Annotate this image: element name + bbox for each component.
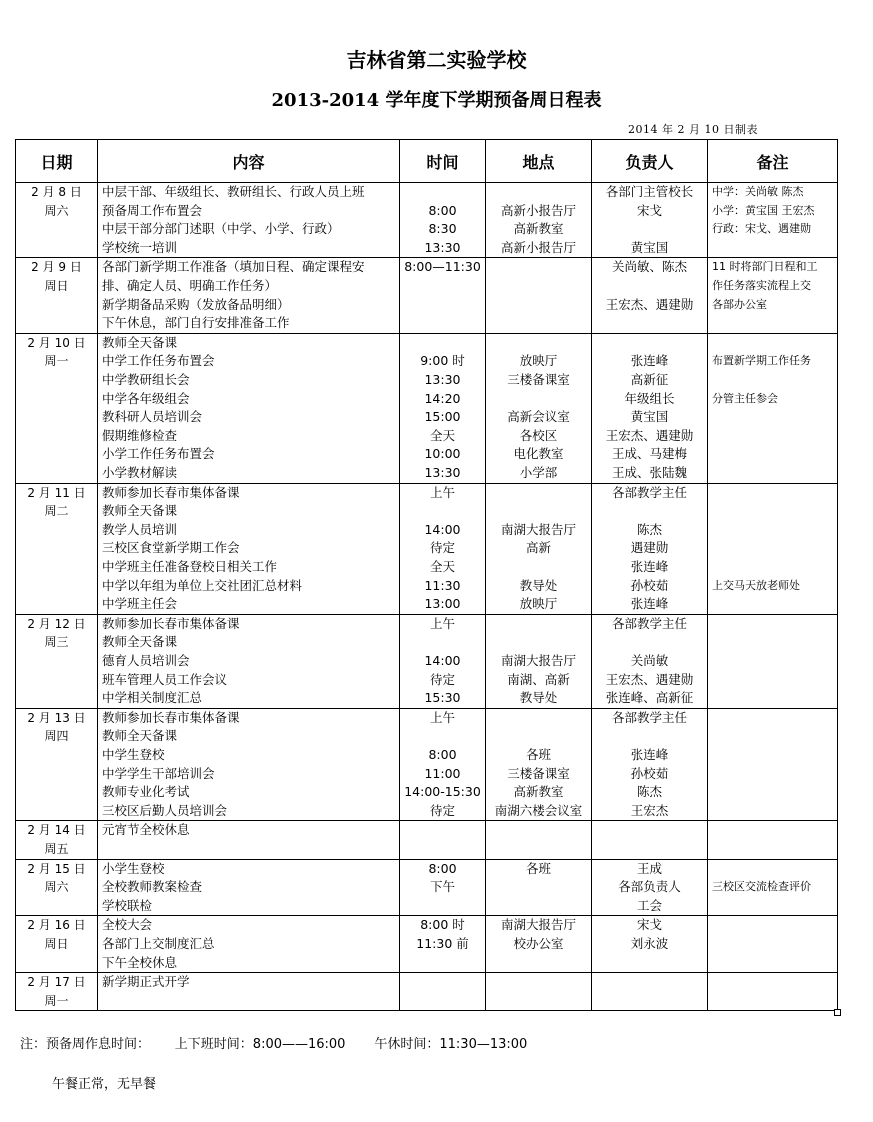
table-row: [16, 859, 838, 916]
content-line: 中层干部分部门述职（中学、小学、行政）: [102, 221, 340, 237]
place-line: 电化教室: [513, 446, 564, 462]
owner-line: 宋戈: [636, 917, 662, 933]
place-cell: [486, 859, 592, 916]
owner-line: 各部教学主任: [611, 709, 687, 725]
content-line: 中学相关制度汇总: [102, 690, 203, 706]
owner-line: 张连峰: [630, 353, 669, 369]
content-cell: [98, 859, 400, 916]
note-line: 行政：宋戈、遇建勋: [712, 222, 811, 236]
date-line: 周一: [44, 354, 69, 369]
date-line: 2 月 17 日: [27, 975, 86, 990]
table-row: [16, 333, 838, 483]
owner-line: 各部门主管校长: [605, 184, 694, 199]
note-line: [712, 521, 837, 540]
content-line: 新学期备品采购（发放备品明细）: [102, 296, 290, 312]
content-line: 中学教研组长会: [102, 371, 190, 387]
document-subtitle: 2013-2014 学年度下学期预备周日程表: [271, 90, 602, 111]
owner-line: 高新征: [630, 371, 669, 387]
date-cell: [16, 333, 98, 483]
place-cell: [486, 614, 592, 708]
content-cell: [98, 708, 400, 821]
content-line: 教师参加长春市集体备课: [102, 615, 240, 631]
place-line: 高新小报告厅: [500, 239, 576, 255]
schedule-table: [15, 139, 838, 1011]
time-cell: [400, 333, 486, 483]
content-cell: [98, 916, 400, 973]
place-cell: [486, 483, 592, 614]
date-cell: [16, 183, 98, 258]
date-line: 周日: [44, 278, 69, 293]
date-cell: [16, 483, 98, 614]
date-line: 2 月 13 日: [27, 710, 86, 725]
place-line: 教导处: [519, 577, 558, 593]
note-line: 作任务落实流程上交: [712, 278, 811, 292]
owner-line: 各部负责人: [618, 879, 681, 895]
place-line: 放映厅: [519, 596, 558, 612]
note-cell: [708, 821, 838, 859]
time-line: 待定: [429, 802, 455, 818]
table-row: [16, 973, 838, 1011]
owner-cell: [592, 821, 708, 859]
owner-line: 张连峰: [630, 558, 669, 574]
owner-line: 王成: [636, 860, 662, 876]
place-cell: [486, 973, 592, 1011]
place-line: 南湖大报告厅: [500, 917, 576, 933]
date-line: 2 月 12 日: [27, 616, 86, 631]
date-line: 2 月 8 日: [31, 185, 82, 199]
date-cell: [16, 614, 98, 708]
content-line: 教师参加长春市集体备课: [102, 484, 240, 500]
owner-line: [592, 334, 707, 353]
owner-cell: [592, 859, 708, 916]
time-line: 上午: [429, 709, 455, 725]
note-cell: [708, 973, 838, 1011]
time-cell: [400, 183, 486, 258]
place-line: [486, 502, 591, 521]
table-row: [16, 258, 838, 333]
time-line: 15:30: [424, 690, 461, 706]
note-cell: [708, 483, 838, 614]
owner-line: 王成、张陆魏: [611, 464, 687, 480]
place-cell: [486, 258, 592, 333]
content-line: 班车管理人员工作会议: [102, 671, 228, 687]
owner-line: [592, 727, 707, 746]
note-line: [712, 558, 837, 577]
place-cell: [486, 708, 592, 821]
owner-line: 黄宝国: [630, 409, 669, 425]
place-line: [486, 390, 591, 409]
content-line: 中学学生干部培训会: [102, 765, 215, 781]
owner-line: 陈杰: [636, 521, 662, 537]
table-row: [16, 821, 838, 859]
time-cell: [400, 973, 486, 1011]
place-line: [486, 727, 591, 746]
owner-cell: [592, 333, 708, 483]
date-line: 周五: [44, 841, 69, 856]
time-cell: [400, 614, 486, 708]
place-line: 高新小报告厅: [500, 202, 576, 218]
content-line: 中学生登校: [102, 746, 165, 762]
footer-note-hours: 注：预备周作息时间： 上下班时间：8:00——16:00 午休时间：11:30—13:00: [20, 1037, 528, 1052]
table-row: [16, 708, 838, 821]
content-line: 三校区食堂新学期工作会: [102, 540, 240, 556]
place-line: 校办公室: [513, 935, 564, 951]
note-line: 三校区交流检查评价: [712, 880, 811, 894]
note-line: [712, 502, 837, 521]
note-cell: [708, 916, 838, 973]
table-row: [16, 614, 838, 708]
content-line: 各部门上交制度汇总: [102, 935, 215, 951]
content-line: 中学班主任准备登校日相关工作: [102, 558, 278, 574]
note-cell: [708, 333, 838, 483]
date-line: 2 月 10 日: [27, 335, 86, 350]
date-line: 周四: [44, 729, 69, 744]
note-line: 各部办公室: [712, 297, 767, 311]
owner-line: 王宏杰: [630, 802, 669, 818]
place-line: [486, 615, 591, 634]
content-line: 教师全天备课: [102, 334, 178, 350]
content-line: 教师全天备课: [102, 728, 178, 744]
time-line: 全天: [429, 558, 455, 574]
time-line: 下午: [429, 879, 455, 895]
content-line: 三校区后勤人员培训会: [102, 802, 228, 818]
note-line: [712, 334, 837, 353]
note-line: 分管主任参会: [712, 391, 778, 405]
prepared-date: 2014 年 2 月 10 日制表: [628, 123, 758, 136]
content-line: 教师专业化考试: [102, 784, 190, 800]
time-line: [400, 502, 485, 521]
content-cell: [98, 183, 400, 258]
content-line: 中层干部、年级组长、教研组长、行政人员上班: [102, 184, 365, 199]
time-cell: [400, 916, 486, 973]
time-line: 13:30: [424, 464, 461, 480]
owner-line: 刘永波: [630, 935, 669, 951]
time-line: [400, 633, 485, 652]
place-line: 各班: [525, 746, 551, 762]
owner-line: 陈杰: [636, 784, 662, 800]
time-cell: [400, 708, 486, 821]
content-line: 教学人员培训: [102, 521, 178, 537]
content-line: 新学期正式开学: [102, 974, 190, 990]
content-line: 教师全天备课: [102, 503, 178, 519]
place-line: 南湖大报告厅: [500, 652, 576, 668]
owner-line: 孙校茹: [630, 577, 669, 593]
note-cell: [708, 708, 838, 821]
owner-line: 王宏杰、遇建勋: [605, 296, 694, 312]
content-line: 假期维修检查: [102, 427, 178, 443]
time-line: 8:30: [428, 221, 457, 237]
content-line: 中学以年组为单位上交社团汇总材料: [102, 577, 303, 593]
content-line: 德育人员培训会: [102, 652, 190, 668]
time-cell: [400, 821, 486, 859]
place-line: 南湖大报告厅: [500, 521, 576, 537]
time-line: 11:30 前: [416, 935, 469, 951]
place-line: 三楼备课室: [507, 371, 570, 387]
time-line: 8:00: [428, 202, 457, 218]
note-line: 中学：关尚敏 陈杰: [712, 185, 804, 198]
header-row: [16, 140, 838, 183]
time-cell: [400, 483, 486, 614]
owner-line: 王宏杰、遇建勋: [605, 427, 694, 443]
time-line: 8:00: [428, 746, 457, 762]
time-line: 14:20: [424, 390, 461, 406]
date-line: 2 月 15 日: [27, 861, 86, 876]
place-line: [486, 334, 591, 353]
owner-line: 张连峰、高新征: [605, 690, 694, 706]
time-cell: [400, 258, 486, 333]
time-line: 8:00 时: [420, 917, 465, 933]
place-line: 高新: [525, 540, 551, 556]
time-line: 13:30: [424, 239, 461, 255]
owner-line: 关尚敏、陈杰: [611, 259, 687, 275]
content-cell: [98, 821, 400, 859]
note-cell: [708, 614, 838, 708]
note-cell: [708, 859, 838, 916]
owner-cell: [592, 973, 708, 1011]
time-line: 上午: [429, 615, 455, 631]
time-line: [400, 334, 485, 353]
content-line: 小学工作任务布置会: [102, 446, 215, 462]
owner-line: 张连峰: [630, 596, 669, 612]
content-cell: [98, 973, 400, 1011]
owner-cell: [592, 614, 708, 708]
note-line: [712, 484, 837, 503]
note-line: 小学：黄宝国 王宏杰: [712, 203, 815, 217]
date-line: 周三: [44, 635, 69, 650]
date-line: 2 月 9 日: [31, 260, 82, 275]
place-line: 高新教室: [513, 784, 564, 800]
place-line: [486, 633, 591, 652]
place-line: [486, 558, 591, 577]
header-time: 时间: [400, 140, 486, 183]
owner-line: 王成、马建梅: [611, 446, 687, 462]
time-line: 待定: [429, 671, 455, 687]
document-title: 吉林省第二实验学校: [346, 48, 527, 72]
owner-line: 遇建勋: [630, 540, 669, 556]
note-cell: [708, 183, 838, 258]
content-line: 教科研人员培训会: [102, 409, 203, 425]
content-line: 全校教师教案检查: [102, 879, 203, 895]
place-line: 南湖六楼会议室: [494, 802, 583, 818]
content-line: 学校统一培训: [102, 239, 178, 255]
header-date: 日期: [16, 140, 98, 183]
time-line: 11:00: [424, 765, 461, 781]
content-line: 元宵节全校休息: [102, 822, 190, 838]
table-row: [16, 916, 838, 973]
owner-cell: [592, 483, 708, 614]
time-line: 8:00: [428, 860, 457, 876]
content-line: 下午休息，部门自行安排准备工作: [102, 315, 290, 331]
owner-line: 孙校茹: [630, 765, 669, 781]
time-line: 10:00: [424, 446, 461, 462]
date-line: 周六: [44, 880, 69, 895]
content-line: 各部门新学期工作准备（填加日程、确定课程安: [102, 259, 365, 275]
content-line: 教师参加长春市集体备课: [102, 709, 240, 725]
time-line: 11:30: [424, 577, 461, 593]
date-cell: [16, 916, 98, 973]
date-line: 周日: [44, 936, 69, 951]
note-line: 布置新学期工作任务: [712, 354, 811, 368]
content-line: 下午全校休息: [102, 954, 178, 970]
header-place: 地点: [486, 140, 592, 183]
place-line: 各班: [525, 860, 551, 876]
time-line: 全天: [429, 427, 455, 443]
date-line: 周一: [44, 993, 69, 1008]
time-cell: [400, 859, 486, 916]
place-line: 放映厅: [519, 353, 558, 369]
content-cell: [98, 483, 400, 614]
time-line: 上午: [429, 484, 455, 500]
place-line: 各校区: [519, 427, 558, 443]
content-cell: [98, 258, 400, 333]
date-line: 周六: [44, 203, 69, 218]
time-line: 14:00: [424, 652, 461, 668]
time-line: 13:30: [424, 371, 461, 387]
header-content: 内容: [98, 140, 400, 183]
owner-cell: [592, 916, 708, 973]
table-row: [16, 483, 838, 614]
date-cell: [16, 859, 98, 916]
time-line: [400, 183, 485, 202]
note-line: [712, 860, 837, 879]
place-line: 南湖、高新: [507, 671, 570, 687]
content-cell: [98, 333, 400, 483]
time-line: 15:00: [424, 409, 461, 425]
owner-cell: [592, 708, 708, 821]
header-owner: 负责人: [592, 140, 708, 183]
content-line: 小学生登校: [102, 860, 165, 876]
note-line: [712, 539, 837, 558]
owner-line: [592, 277, 707, 296]
place-line: [486, 183, 591, 202]
note-line: [712, 371, 837, 390]
date-cell: [16, 708, 98, 821]
content-line: 排、确定人员、明确工作任务）: [102, 277, 278, 293]
place-cell: [486, 333, 592, 483]
content-line: 中学工作任务布置会: [102, 353, 215, 369]
owner-line: 各部教学主任: [611, 484, 687, 500]
table-row: [16, 183, 838, 258]
owner-line: [592, 502, 707, 521]
time-line: 14:00-15:30: [404, 784, 481, 800]
owner-line: 年级组长: [624, 390, 675, 406]
place-line: 教导处: [519, 690, 558, 706]
place-line: 三楼备课室: [507, 765, 570, 781]
date-line: 周二: [44, 504, 69, 519]
owner-line: 张连峰: [630, 746, 669, 762]
place-line: 高新教室: [513, 221, 564, 237]
time-line: 9:00 时: [420, 353, 465, 369]
place-cell: [486, 183, 592, 258]
table-resize-handle[interactable]: [834, 1009, 841, 1016]
content-line: 全校大会: [102, 917, 153, 933]
time-line: 待定: [429, 540, 455, 556]
owner-cell: [592, 183, 708, 258]
date-cell: [16, 258, 98, 333]
content-line: 中学各年级组会: [102, 390, 190, 406]
time-line: 8:00—11:30: [404, 259, 481, 275]
place-cell: [486, 916, 592, 973]
owner-line: 王宏杰、遇建勋: [605, 671, 694, 687]
owner-line: [592, 220, 707, 239]
content-line: 预备周工作布置会: [102, 202, 203, 218]
owner-line: 关尚敏: [630, 652, 669, 668]
place-cell: [486, 821, 592, 859]
owner-line: 宋戈: [636, 202, 662, 218]
date-line: 2 月 16 日: [27, 918, 86, 933]
content-line: 小学教材解读: [102, 464, 178, 480]
content-cell: [98, 614, 400, 708]
note-line: 上交马天放老师处: [712, 578, 800, 592]
place-line: [486, 484, 591, 503]
place-line: 小学部: [519, 464, 558, 480]
header-note: 备注: [708, 140, 838, 183]
time-line: 14:00: [424, 521, 461, 537]
note-line: 11 时将部门日程和工: [712, 260, 818, 274]
content-line: 教师全天备课: [102, 634, 178, 650]
date-line: 2 月 11 日: [27, 485, 86, 500]
place-line: [486, 709, 591, 728]
date-cell: [16, 821, 98, 859]
owner-cell: [592, 258, 708, 333]
note-cell: [708, 258, 838, 333]
date-line: 2 月 14 日: [27, 823, 86, 838]
owner-line: 工会: [636, 897, 662, 913]
schedule-body: [16, 183, 838, 1011]
time-line: 13:00: [424, 596, 461, 612]
place-line: 高新会议室: [507, 409, 570, 425]
time-line: [400, 727, 485, 746]
content-line: 中学班主任会: [102, 596, 178, 612]
content-line: 学校联检: [102, 897, 153, 913]
owner-line: 各部教学主任: [611, 615, 687, 631]
date-cell: [16, 973, 98, 1011]
owner-line: [592, 633, 707, 652]
footer-note-meals: 午餐正常，无早餐: [52, 1077, 157, 1092]
owner-line: 黄宝国: [630, 239, 669, 255]
